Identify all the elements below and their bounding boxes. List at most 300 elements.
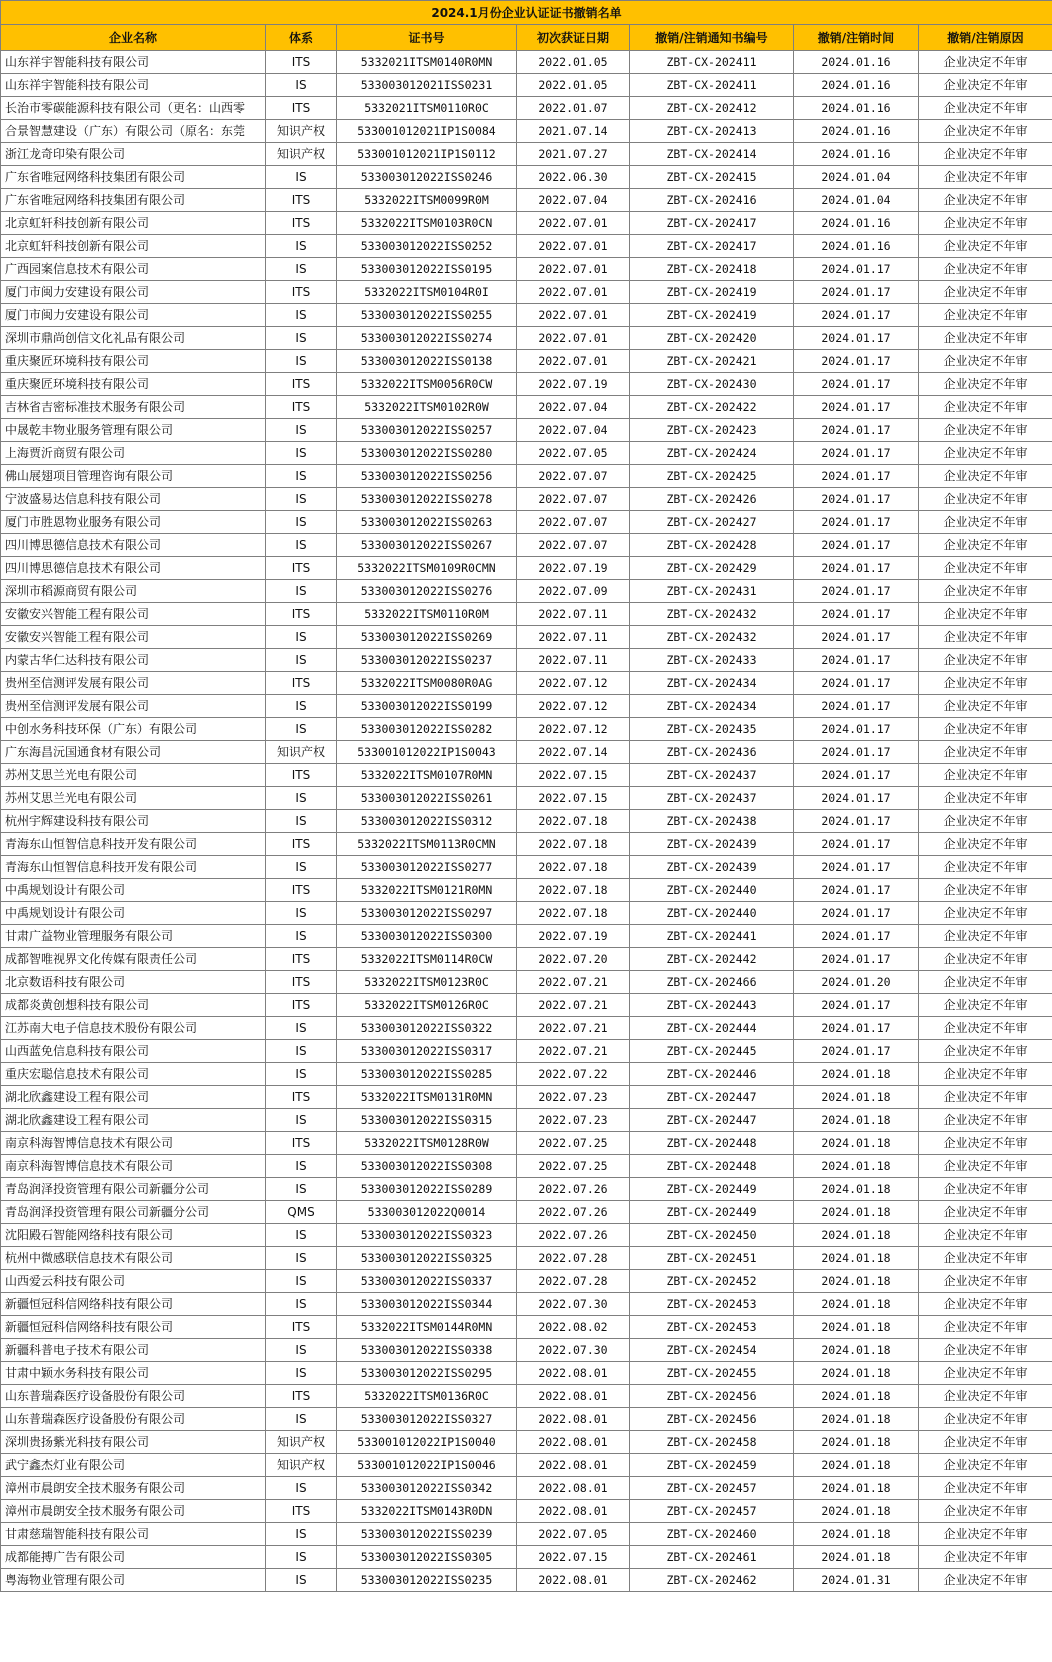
reason-cell: 企业决定不年审 bbox=[919, 833, 1052, 856]
notice-no-cell: ZBT-CX-202449 bbox=[630, 1178, 794, 1201]
revoke-date-cell: 2024.01.18 bbox=[794, 1178, 919, 1201]
column-header-first-issue-date: 初次获证日期 bbox=[517, 25, 630, 51]
table-row bbox=[1, 465, 1052, 488]
revoke-date-cell: 2024.01.18 bbox=[794, 1408, 919, 1431]
table-row bbox=[1, 1201, 1052, 1224]
company-name-cell: 安徽安兴智能工程有限公司 bbox=[1, 603, 266, 626]
company-name-cell: 山东普瑞森医疗设备股份有限公司 bbox=[1, 1408, 266, 1431]
notice-no-cell: ZBT-CX-202453 bbox=[630, 1316, 794, 1339]
revoke-date-cell: 2024.01.17 bbox=[794, 1017, 919, 1040]
notice-no-cell: ZBT-CX-202451 bbox=[630, 1247, 794, 1270]
certificate-no-cell: 533003012022ISS0295 bbox=[337, 1362, 517, 1385]
reason-cell: 企业决定不年审 bbox=[919, 120, 1052, 143]
reason-cell: 企业决定不年审 bbox=[919, 534, 1052, 557]
certificate-no-cell: 533003012022ISS0239 bbox=[337, 1523, 517, 1546]
first-issue-date-cell: 2022.08.02 bbox=[517, 1316, 630, 1339]
certificate-no-cell: 5332022ITSM0080R0AG bbox=[337, 672, 517, 695]
certificate-no-cell: 5332021ITSM0140R0MN bbox=[337, 51, 517, 74]
reason-cell: 企业决定不年审 bbox=[919, 74, 1052, 97]
notice-no-cell: ZBT-CX-202415 bbox=[630, 166, 794, 189]
revoke-date-cell: 2024.01.17 bbox=[794, 948, 919, 971]
revoke-date-cell: 2024.01.17 bbox=[794, 419, 919, 442]
system-cell: 知识产权 bbox=[266, 741, 337, 764]
reason-cell: 企业决定不年审 bbox=[919, 741, 1052, 764]
table-row bbox=[1, 1086, 1052, 1109]
first-issue-date-cell: 2022.07.19 bbox=[517, 557, 630, 580]
reason-cell: 企业决定不年审 bbox=[919, 1063, 1052, 1086]
table-row bbox=[1, 810, 1052, 833]
first-issue-date-cell: 2022.07.18 bbox=[517, 833, 630, 856]
column-header-system: 体系 bbox=[266, 25, 337, 51]
notice-no-cell: ZBT-CX-202447 bbox=[630, 1086, 794, 1109]
revoke-date-cell: 2024.01.17 bbox=[794, 557, 919, 580]
company-name-cell: 广东省唯冠网络科技集团有限公司 bbox=[1, 166, 266, 189]
first-issue-date-cell: 2022.08.01 bbox=[517, 1477, 630, 1500]
reason-cell: 企业决定不年审 bbox=[919, 419, 1052, 442]
first-issue-date-cell: 2022.07.01 bbox=[517, 258, 630, 281]
reason-cell: 企业决定不年审 bbox=[919, 281, 1052, 304]
company-name-cell: 北京虹轩科技创新有限公司 bbox=[1, 235, 266, 258]
certificate-no-cell: 533003012021ISS0231 bbox=[337, 74, 517, 97]
reason-cell: 企业决定不年审 bbox=[919, 212, 1052, 235]
table-row bbox=[1, 1224, 1052, 1247]
company-name-cell: 青岛润泽投资管理有限公司新疆分公司 bbox=[1, 1201, 266, 1224]
notice-no-cell: ZBT-CX-202411 bbox=[630, 51, 794, 74]
first-issue-date-cell: 2022.07.26 bbox=[517, 1201, 630, 1224]
revoke-date-cell: 2024.01.17 bbox=[794, 856, 919, 879]
notice-no-cell: ZBT-CX-202456 bbox=[630, 1408, 794, 1431]
table-row bbox=[1, 1063, 1052, 1086]
reason-cell: 企业决定不年审 bbox=[919, 971, 1052, 994]
company-name-cell: 南京科海智博信息技术有限公司 bbox=[1, 1132, 266, 1155]
notice-no-cell: ZBT-CX-202440 bbox=[630, 902, 794, 925]
revoke-date-cell: 2024.01.17 bbox=[794, 764, 919, 787]
company-name-cell: 新疆恒冠科信网络科技有限公司 bbox=[1, 1293, 266, 1316]
system-cell: ITS bbox=[266, 1086, 337, 1109]
table-row bbox=[1, 1040, 1052, 1063]
certificate-no-cell: 5332022ITSM0123R0C bbox=[337, 971, 517, 994]
company-name-cell: 北京虹轩科技创新有限公司 bbox=[1, 212, 266, 235]
system-cell: IS bbox=[266, 1362, 337, 1385]
revoke-date-cell: 2024.01.17 bbox=[794, 718, 919, 741]
revoke-date-cell: 2024.01.17 bbox=[794, 281, 919, 304]
certificate-no-cell: 533003012022ISS0263 bbox=[337, 511, 517, 534]
company-name-cell: 厦门市闽力安建设有限公司 bbox=[1, 304, 266, 327]
table-row bbox=[1, 396, 1052, 419]
first-issue-date-cell: 2022.07.01 bbox=[517, 327, 630, 350]
system-cell: IS bbox=[266, 534, 337, 557]
company-name-cell: 中晟乾丰物业服务管理有限公司 bbox=[1, 419, 266, 442]
revoke-date-cell: 2024.01.16 bbox=[794, 235, 919, 258]
company-name-cell: 山东祥宇智能科技有限公司 bbox=[1, 51, 266, 74]
reason-cell: 企业决定不年审 bbox=[919, 672, 1052, 695]
system-cell: QMS bbox=[266, 1201, 337, 1224]
company-name-cell: 山东普瑞森医疗设备股份有限公司 bbox=[1, 1385, 266, 1408]
notice-no-cell: ZBT-CX-202459 bbox=[630, 1454, 794, 1477]
company-name-cell: 宁波盛易达信息科技有限公司 bbox=[1, 488, 266, 511]
table-row bbox=[1, 419, 1052, 442]
table-row bbox=[1, 1109, 1052, 1132]
first-issue-date-cell: 2022.07.23 bbox=[517, 1109, 630, 1132]
reason-cell: 企业决定不年审 bbox=[919, 465, 1052, 488]
certificate-no-cell: 533003012022ISS0269 bbox=[337, 626, 517, 649]
system-cell: IS bbox=[266, 1339, 337, 1362]
reason-cell: 企业决定不年审 bbox=[919, 143, 1052, 166]
reason-cell: 企业决定不年审 bbox=[919, 1247, 1052, 1270]
first-issue-date-cell: 2022.07.07 bbox=[517, 534, 630, 557]
company-name-cell: 江苏南大电子信息技术股份有限公司 bbox=[1, 1017, 266, 1040]
first-issue-date-cell: 2022.07.11 bbox=[517, 649, 630, 672]
revoke-date-cell: 2024.01.17 bbox=[794, 603, 919, 626]
table-row bbox=[1, 603, 1052, 626]
company-name-cell: 粤海物业管理有限公司 bbox=[1, 1569, 266, 1592]
notice-no-cell: ZBT-CX-202462 bbox=[630, 1569, 794, 1592]
notice-no-cell: ZBT-CX-202433 bbox=[630, 649, 794, 672]
first-issue-date-cell: 2022.07.11 bbox=[517, 603, 630, 626]
system-cell: IS bbox=[266, 810, 337, 833]
first-issue-date-cell: 2022.01.05 bbox=[517, 51, 630, 74]
revoke-date-cell: 2024.01.18 bbox=[794, 1132, 919, 1155]
first-issue-date-cell: 2022.07.30 bbox=[517, 1339, 630, 1362]
table-row bbox=[1, 971, 1052, 994]
table-row bbox=[1, 649, 1052, 672]
first-issue-date-cell: 2022.07.18 bbox=[517, 902, 630, 925]
reason-cell: 企业决定不年审 bbox=[919, 925, 1052, 948]
revoke-date-cell: 2024.01.17 bbox=[794, 649, 919, 672]
table-row bbox=[1, 994, 1052, 1017]
system-cell: IS bbox=[266, 1523, 337, 1546]
certificate-no-cell: 533003012022ISS0277 bbox=[337, 856, 517, 879]
certificate-no-cell: 533003012022ISS0317 bbox=[337, 1040, 517, 1063]
company-name-cell: 厦门市胜恩物业服务有限公司 bbox=[1, 511, 266, 534]
company-name-cell: 北京数语科技有限公司 bbox=[1, 971, 266, 994]
table-row bbox=[1, 672, 1052, 695]
notice-no-cell: ZBT-CX-202416 bbox=[630, 189, 794, 212]
revoke-date-cell: 2024.01.17 bbox=[794, 442, 919, 465]
revoke-date-cell: 2024.01.17 bbox=[794, 879, 919, 902]
revoke-date-cell: 2024.01.18 bbox=[794, 1477, 919, 1500]
sheet-title: 2024.1月份企业认证证书撤销名单 bbox=[1, 1, 1052, 25]
company-name-cell: 深圳贵扬紫光科技有限公司 bbox=[1, 1431, 266, 1454]
system-cell: IS bbox=[266, 925, 337, 948]
first-issue-date-cell: 2022.07.18 bbox=[517, 879, 630, 902]
system-cell: IS bbox=[266, 1224, 337, 1247]
reason-cell: 企业决定不年审 bbox=[919, 350, 1052, 373]
revoke-date-cell: 2024.01.17 bbox=[794, 810, 919, 833]
system-cell: IS bbox=[266, 787, 337, 810]
company-name-cell: 青海东山恒智信息科技开发有限公司 bbox=[1, 833, 266, 856]
first-issue-date-cell: 2022.07.07 bbox=[517, 465, 630, 488]
reason-cell: 企业决定不年审 bbox=[919, 557, 1052, 580]
notice-no-cell: ZBT-CX-202417 bbox=[630, 235, 794, 258]
certificate-no-cell: 5332022ITSM0104R0I bbox=[337, 281, 517, 304]
system-cell: IS bbox=[266, 235, 337, 258]
revoke-date-cell: 2024.01.18 bbox=[794, 1523, 919, 1546]
system-cell: IS bbox=[266, 626, 337, 649]
table-row bbox=[1, 511, 1052, 534]
reason-cell: 企业决定不年审 bbox=[919, 1109, 1052, 1132]
system-cell: ITS bbox=[266, 396, 337, 419]
company-name-cell: 深圳市稻源商贸有限公司 bbox=[1, 580, 266, 603]
system-cell: 知识产权 bbox=[266, 143, 337, 166]
company-name-cell: 深圳市鼎尚创信文化礼品有限公司 bbox=[1, 327, 266, 350]
certificate-no-cell: 5332022ITSM0103R0CN bbox=[337, 212, 517, 235]
system-cell: ITS bbox=[266, 1385, 337, 1408]
certificate-no-cell: 533003012022ISS0257 bbox=[337, 419, 517, 442]
column-header-notice-no: 撤销/注销通知书编号 bbox=[630, 25, 794, 51]
first-issue-date-cell: 2022.07.26 bbox=[517, 1178, 630, 1201]
notice-no-cell: ZBT-CX-202428 bbox=[630, 534, 794, 557]
table-row bbox=[1, 1270, 1052, 1293]
certificate-no-cell: 533003012022ISS0278 bbox=[337, 488, 517, 511]
certificate-no-cell: 5332022ITSM0113R0CMN bbox=[337, 833, 517, 856]
notice-no-cell: ZBT-CX-202434 bbox=[630, 695, 794, 718]
first-issue-date-cell: 2022.08.01 bbox=[517, 1408, 630, 1431]
reason-cell: 企业决定不年审 bbox=[919, 764, 1052, 787]
system-cell: ITS bbox=[266, 557, 337, 580]
reason-cell: 企业决定不年审 bbox=[919, 442, 1052, 465]
system-cell: IS bbox=[266, 649, 337, 672]
reason-cell: 企业决定不年审 bbox=[919, 1270, 1052, 1293]
reason-cell: 企业决定不年审 bbox=[919, 488, 1052, 511]
company-name-cell: 甘肃广益物业管理服务有限公司 bbox=[1, 925, 266, 948]
system-cell: IS bbox=[266, 304, 337, 327]
company-name-cell: 重庆聚匠环境科技有限公司 bbox=[1, 373, 266, 396]
first-issue-date-cell: 2022.07.12 bbox=[517, 718, 630, 741]
certificate-no-cell: 5332022ITSM0144R0MN bbox=[337, 1316, 517, 1339]
revoke-date-cell: 2024.01.17 bbox=[794, 373, 919, 396]
first-issue-date-cell: 2022.07.05 bbox=[517, 1523, 630, 1546]
first-issue-date-cell: 2022.07.04 bbox=[517, 396, 630, 419]
table-row bbox=[1, 120, 1052, 143]
table-row bbox=[1, 557, 1052, 580]
notice-no-cell: ZBT-CX-202452 bbox=[630, 1270, 794, 1293]
certificate-no-cell: 533003012022ISS0312 bbox=[337, 810, 517, 833]
table-row bbox=[1, 442, 1052, 465]
system-cell: ITS bbox=[266, 373, 337, 396]
first-issue-date-cell: 2022.07.04 bbox=[517, 189, 630, 212]
notice-no-cell: ZBT-CX-202466 bbox=[630, 971, 794, 994]
reason-cell: 企业决定不年审 bbox=[919, 1385, 1052, 1408]
first-issue-date-cell: 2022.07.11 bbox=[517, 626, 630, 649]
table-row bbox=[1, 1569, 1052, 1592]
first-issue-date-cell: 2022.07.21 bbox=[517, 1017, 630, 1040]
table-row bbox=[1, 787, 1052, 810]
first-issue-date-cell: 2022.07.14 bbox=[517, 741, 630, 764]
system-cell: ITS bbox=[266, 672, 337, 695]
reason-cell: 企业决定不年审 bbox=[919, 580, 1052, 603]
system-cell: ITS bbox=[266, 764, 337, 787]
company-name-cell: 湖北欣鑫建设工程有限公司 bbox=[1, 1086, 266, 1109]
company-name-cell: 佛山展翅项目管理咨询有限公司 bbox=[1, 465, 266, 488]
table-row bbox=[1, 1385, 1052, 1408]
table-row bbox=[1, 741, 1052, 764]
table-row bbox=[1, 1017, 1052, 1040]
notice-no-cell: ZBT-CX-202432 bbox=[630, 626, 794, 649]
certificate-no-cell: 533003012022ISS0199 bbox=[337, 695, 517, 718]
revoke-date-cell: 2024.01.18 bbox=[794, 1247, 919, 1270]
notice-no-cell: ZBT-CX-202449 bbox=[630, 1201, 794, 1224]
reason-cell: 企业决定不年审 bbox=[919, 603, 1052, 626]
company-name-cell: 杭州中微感联信息技术有限公司 bbox=[1, 1247, 266, 1270]
notice-no-cell: ZBT-CX-202420 bbox=[630, 327, 794, 350]
reason-cell: 企业决定不年审 bbox=[919, 1362, 1052, 1385]
first-issue-date-cell: 2022.07.12 bbox=[517, 695, 630, 718]
reason-cell: 企业决定不年审 bbox=[919, 1569, 1052, 1592]
table-row bbox=[1, 1362, 1052, 1385]
certificate-no-cell: 533003012022ISS0267 bbox=[337, 534, 517, 557]
first-issue-date-cell: 2022.08.01 bbox=[517, 1385, 630, 1408]
first-issue-date-cell: 2022.07.25 bbox=[517, 1155, 630, 1178]
revoke-date-cell: 2024.01.18 bbox=[794, 1293, 919, 1316]
notice-no-cell: ZBT-CX-202442 bbox=[630, 948, 794, 971]
system-cell: IS bbox=[266, 488, 337, 511]
notice-no-cell: ZBT-CX-202436 bbox=[630, 741, 794, 764]
certificate-no-cell: 533003012022ISS0252 bbox=[337, 235, 517, 258]
system-cell: ITS bbox=[266, 994, 337, 1017]
system-cell: IS bbox=[266, 1408, 337, 1431]
column-header-revoke-date: 撤销/注销时间 bbox=[794, 25, 919, 51]
notice-no-cell: ZBT-CX-202458 bbox=[630, 1431, 794, 1454]
notice-no-cell: ZBT-CX-202419 bbox=[630, 281, 794, 304]
reason-cell: 企业决定不年审 bbox=[919, 649, 1052, 672]
system-cell: IS bbox=[266, 1040, 337, 1063]
certificate-no-cell: 533003012022ISS0235 bbox=[337, 1569, 517, 1592]
revoke-date-cell: 2024.01.17 bbox=[794, 741, 919, 764]
column-header-company: 企业名称 bbox=[1, 25, 266, 51]
notice-no-cell: ZBT-CX-202437 bbox=[630, 787, 794, 810]
table-row bbox=[1, 856, 1052, 879]
certificate-no-cell: 533003012022ISS0261 bbox=[337, 787, 517, 810]
revoke-date-cell: 2024.01.18 bbox=[794, 1339, 919, 1362]
reason-cell: 企业决定不年审 bbox=[919, 1293, 1052, 1316]
notice-no-cell: ZBT-CX-202434 bbox=[630, 672, 794, 695]
company-name-cell: 贵州至信测评发展有限公司 bbox=[1, 695, 266, 718]
system-cell: IS bbox=[266, 1178, 337, 1201]
table-row bbox=[1, 1247, 1052, 1270]
certificate-no-cell: 533003012022ISS0276 bbox=[337, 580, 517, 603]
system-cell: IS bbox=[266, 419, 337, 442]
revoke-date-cell: 2024.01.17 bbox=[794, 925, 919, 948]
notice-no-cell: ZBT-CX-202448 bbox=[630, 1132, 794, 1155]
revoke-date-cell: 2024.01.17 bbox=[794, 787, 919, 810]
system-cell: ITS bbox=[266, 971, 337, 994]
notice-no-cell: ZBT-CX-202455 bbox=[630, 1362, 794, 1385]
revoke-date-cell: 2024.01.17 bbox=[794, 1040, 919, 1063]
company-name-cell: 成都炎黄创想科技有限公司 bbox=[1, 994, 266, 1017]
revoke-date-cell: 2024.01.17 bbox=[794, 488, 919, 511]
table-row bbox=[1, 488, 1052, 511]
system-cell: ITS bbox=[266, 1316, 337, 1339]
reason-cell: 企业决定不年审 bbox=[919, 1546, 1052, 1569]
table-row bbox=[1, 1477, 1052, 1500]
system-cell: ITS bbox=[266, 281, 337, 304]
first-issue-date-cell: 2022.07.01 bbox=[517, 350, 630, 373]
certificate-no-cell: 533003012022ISS0255 bbox=[337, 304, 517, 327]
system-cell: IS bbox=[266, 327, 337, 350]
company-name-cell: 上海贾沂商贸有限公司 bbox=[1, 442, 266, 465]
first-issue-date-cell: 2021.07.14 bbox=[517, 120, 630, 143]
revoke-date-cell: 2024.01.18 bbox=[794, 1500, 919, 1523]
notice-no-cell: ZBT-CX-202413 bbox=[630, 120, 794, 143]
revoke-date-cell: 2024.01.17 bbox=[794, 465, 919, 488]
table-row bbox=[1, 1339, 1052, 1362]
company-name-cell: 武宁鑫杰灯业有限公司 bbox=[1, 1454, 266, 1477]
system-cell: ITS bbox=[266, 879, 337, 902]
notice-no-cell: ZBT-CX-202456 bbox=[630, 1385, 794, 1408]
table-row bbox=[1, 258, 1052, 281]
notice-no-cell: ZBT-CX-202423 bbox=[630, 419, 794, 442]
notice-no-cell: ZBT-CX-202457 bbox=[630, 1477, 794, 1500]
notice-no-cell: ZBT-CX-202429 bbox=[630, 557, 794, 580]
company-name-cell: 重庆聚匠环境科技有限公司 bbox=[1, 350, 266, 373]
notice-no-cell: ZBT-CX-202424 bbox=[630, 442, 794, 465]
revoke-date-cell: 2024.01.17 bbox=[794, 695, 919, 718]
company-name-cell: 青海东山恒智信息科技开发有限公司 bbox=[1, 856, 266, 879]
certificate-no-cell: 533003012022ISS0297 bbox=[337, 902, 517, 925]
table-row bbox=[1, 1546, 1052, 1569]
company-name-cell: 漳州市晨朗安全技术服务有限公司 bbox=[1, 1500, 266, 1523]
system-cell: IS bbox=[266, 1247, 337, 1270]
table-row bbox=[1, 1316, 1052, 1339]
notice-no-cell: ZBT-CX-202418 bbox=[630, 258, 794, 281]
reason-cell: 企业决定不年审 bbox=[919, 1155, 1052, 1178]
revoke-date-cell: 2024.01.18 bbox=[794, 1454, 919, 1477]
certificate-no-cell: 533001012021IP1S0112 bbox=[337, 143, 517, 166]
notice-no-cell: ZBT-CX-202419 bbox=[630, 304, 794, 327]
notice-no-cell: ZBT-CX-202447 bbox=[630, 1109, 794, 1132]
revoke-date-cell: 2024.01.18 bbox=[794, 1546, 919, 1569]
notice-no-cell: ZBT-CX-202414 bbox=[630, 143, 794, 166]
company-name-cell: 沈阳殿石智能网络科技有限公司 bbox=[1, 1224, 266, 1247]
table-row bbox=[1, 143, 1052, 166]
table-row bbox=[1, 327, 1052, 350]
system-cell: IS bbox=[266, 1293, 337, 1316]
notice-no-cell: ZBT-CX-202448 bbox=[630, 1155, 794, 1178]
notice-no-cell: ZBT-CX-202411 bbox=[630, 74, 794, 97]
certificate-no-cell: 533001012022IP1S0043 bbox=[337, 741, 517, 764]
revoke-date-cell: 2024.01.31 bbox=[794, 1569, 919, 1592]
system-cell: IS bbox=[266, 580, 337, 603]
reason-cell: 企业决定不年审 bbox=[919, 695, 1052, 718]
first-issue-date-cell: 2022.07.01 bbox=[517, 281, 630, 304]
column-header-reason: 撤销/注销原因 bbox=[919, 25, 1052, 51]
first-issue-date-cell: 2022.07.19 bbox=[517, 925, 630, 948]
company-name-cell: 中禹规划设计有限公司 bbox=[1, 879, 266, 902]
reason-cell: 企业决定不年审 bbox=[919, 1431, 1052, 1454]
system-cell: ITS bbox=[266, 1132, 337, 1155]
reason-cell: 企业决定不年审 bbox=[919, 1132, 1052, 1155]
reason-cell: 企业决定不年审 bbox=[919, 948, 1052, 971]
revoke-date-cell: 2024.01.16 bbox=[794, 212, 919, 235]
system-cell: ITS bbox=[266, 189, 337, 212]
table-row bbox=[1, 166, 1052, 189]
certificate-no-cell: 5332022ITSM0128R0W bbox=[337, 1132, 517, 1155]
system-cell: IS bbox=[266, 1546, 337, 1569]
system-cell: IS bbox=[266, 258, 337, 281]
first-issue-date-cell: 2022.07.20 bbox=[517, 948, 630, 971]
first-issue-date-cell: 2022.07.28 bbox=[517, 1270, 630, 1293]
revoke-date-cell: 2024.01.18 bbox=[794, 1431, 919, 1454]
company-name-cell: 长治市零碳能源科技有限公司（更名：山西零 bbox=[1, 97, 266, 120]
certificate-no-cell: 533003012022ISS0338 bbox=[337, 1339, 517, 1362]
company-name-cell: 苏州艾思兰光电有限公司 bbox=[1, 764, 266, 787]
certificate-no-cell: 533003012022ISS0323 bbox=[337, 1224, 517, 1247]
notice-no-cell: ZBT-CX-202438 bbox=[630, 810, 794, 833]
title-row bbox=[1, 1, 1052, 25]
table-row bbox=[1, 189, 1052, 212]
reason-cell: 企业决定不年审 bbox=[919, 1454, 1052, 1477]
